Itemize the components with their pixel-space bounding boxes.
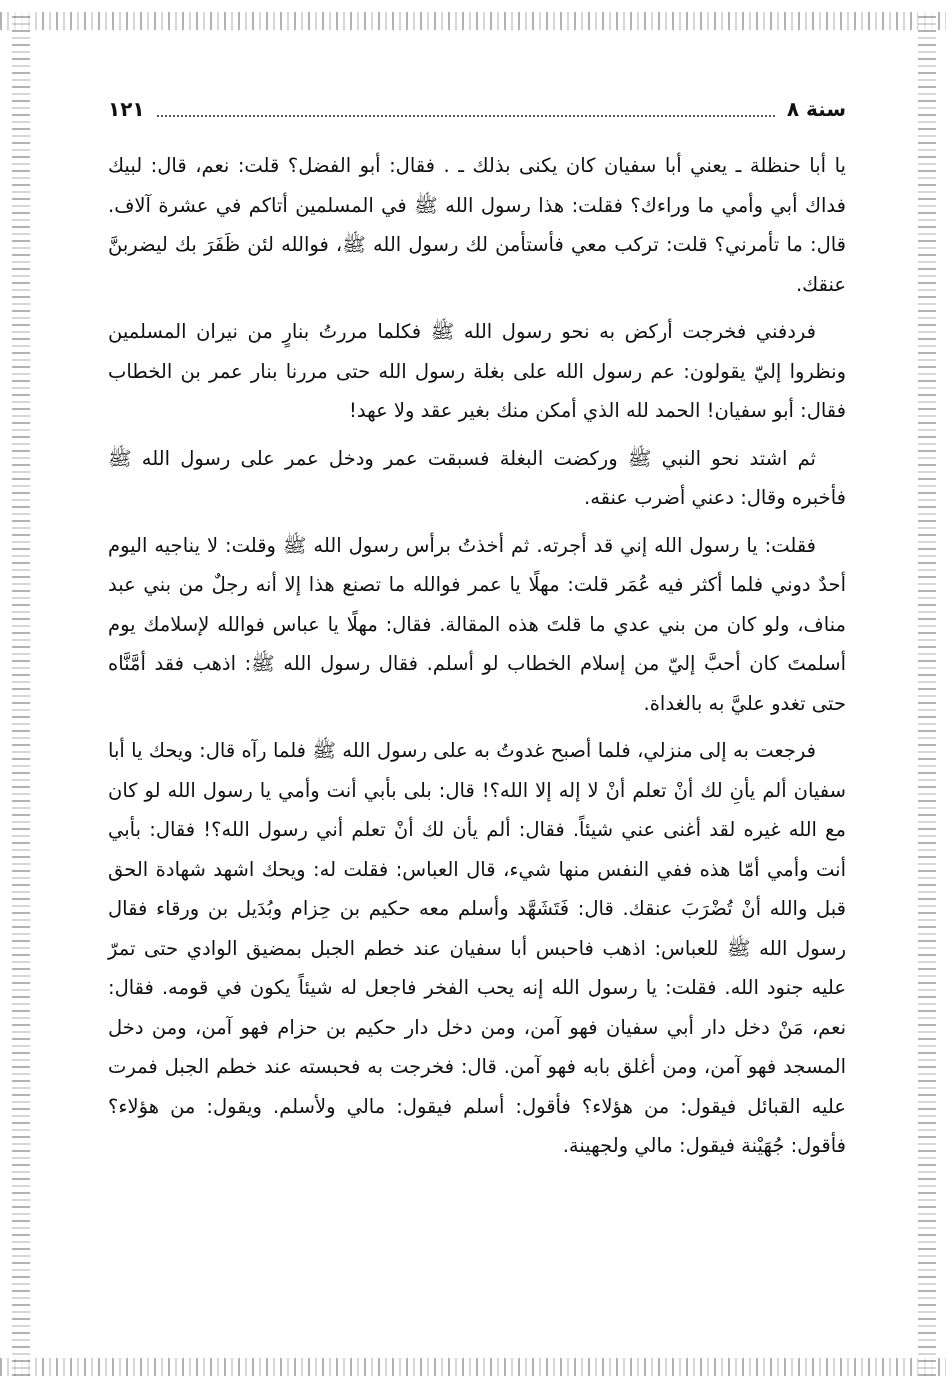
paragraph: يا أبا حنظلة ـ يعني أبا سفيان كان يكنى بذلك ـ . فقال: أبو الفضل؟ قلت: نعم، قال: لبيك فداك أبي وأمي ما وراءك؟ فقلت: هذا رسول الله ﷺ في المسلمين أتاكم في عشرة آلاف. قال: ما تأمرني؟ قلت: تركب معي فأستأمن لك رسول الله ﷺ، فوالله لئن ظَفَرَ بك ليضربنَّ عنقك. <box>108 154 846 296</box>
page-body <box>108 146 846 1174</box>
paragraph: ثم اشتد نحو النبي ﷺ وركضت البغلة فسبقت عمر ودخل عمر على رسول الله ﷺ فأخبره وقال: دعني أضرب عنقه. <box>108 446 846 509</box>
paragraph: فقلت: يا رسول الله إني قد أجرته. ثم أخذتُ برأس رسول الله ﷺ وقلت: لا يناجيه اليوم أحدٌ دوني فلما أكثر فيه عُمَر قلت: مهلًا يا عمر فوالله ما تصنع هذا إلا أنه رجلٌ من بني عبد مناف، ولو كان من بني عدي ما قلتَ هذه المقالة. فقال: مهلًا يا عباس فوالله لإسلامك يوم أسلمتَ كان أحبَّ إليّ من إسلام الخطاب لو أسلم. فقال رسول الله ﷺ: اذهب فقد أمَّنَّاه حتى تغدو عليَّ به بالغداة. <box>108 533 846 715</box>
page-border-left <box>12 12 30 1376</box>
paragraph: فردفني فخرجت أركض به نحو رسول الله ﷺ فكلما مررتُ بنارٍ من نيران المسلمين ونظروا إليّ يقولون: عم رسول الله على بغلة رسول الله حتى مررنا بنار عمر بن الخطاب فقال: أبو سفيان! الحمد لله الذي أمكن منك بغير عقد ولا عهد! <box>108 320 846 422</box>
page-number: ١٢١ <box>108 97 145 121</box>
paragraph: فرجعت به إلى منزلي، فلما أصبح غدوتُ به على رسول الله ﷺ فلما رآه قال: ويحك يا أبا سفيان ألم يأنِ لك أنْ تعلم أنْ لا إله إلا الله؟! قال: بلى بأبي أنت وأمي يا رسول الله لو كان مع الله غيره لقد أغنى عني شيئاً. فقال: ألم يأن لك أنْ تعلم أني رسول الله؟! فقال: بأبي أنت وأمي أمّا هذه ففي النفس منها شيء، قال العباس: فقلت له: ويحك اشهد شهادة الحق قبل والله أنْ تُضْرَبَ عنقك. قال: فَتَشَهَّد وأسلم معه حكيم بن حِزام وبُدَيل بن ورقاء فقال رسول الله ﷺ للعباس: اذهب فاحبس أبا سفيان عند خطم الجبل بمضيق الوادي حتى تمرّ عليه جنود الله. فقلت: يا رسول الله إنه يحب الفخر فاجعل له شيئاً يكون في قومه. فقال: نعم، مَنْ دخل دار أبي سفيان فهو آمن، ومن دخل دار حكيم بن حزام فهو آمن، ومن دخل المسجد فهو آمن، ومن أغلق بابه فهو آمن. قال: فخرجت به فحبسته عند خطم الجبل فمرت عليه القبائل فيقول: من هؤلاء؟ فأقول: أسلم فيقول: مالي ولأسلم. ويقول: من هؤلاء؟ فأقول: جُهَيْنة فيقول: مالي ولجهينة. <box>108 739 846 1157</box>
page-border-right <box>918 12 936 1376</box>
header-year-label: سنة ٨ <box>786 97 846 121</box>
page-border-top <box>0 12 946 30</box>
header-dotted-leader <box>157 101 775 117</box>
page-border-bottom <box>0 1358 946 1376</box>
running-header <box>108 92 846 126</box>
